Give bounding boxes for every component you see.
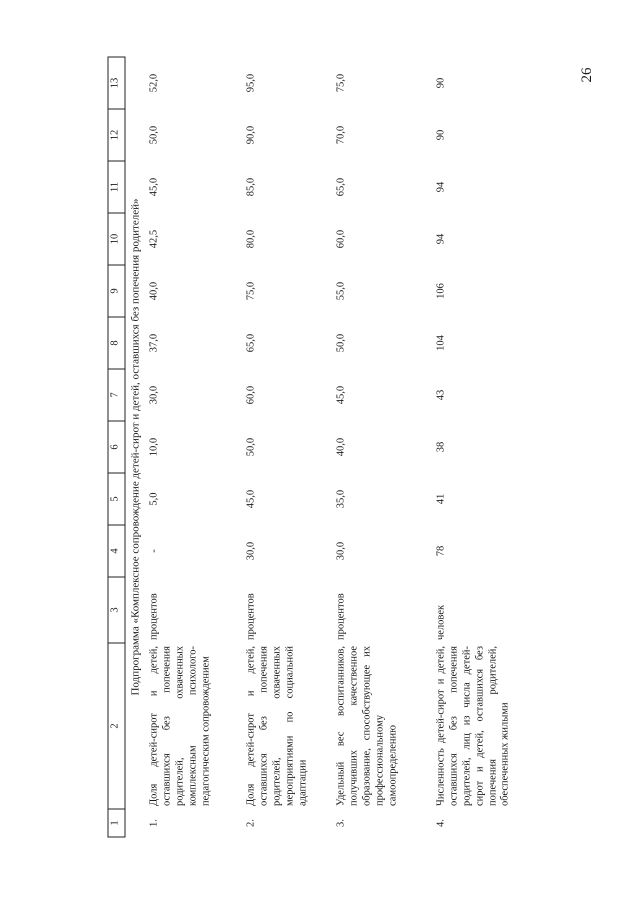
- indicator-value: 65,0: [245, 333, 257, 353]
- indicator-value: 106: [435, 283, 447, 299]
- column-number: 11: [108, 161, 125, 213]
- indicator-value: 30,0: [148, 385, 160, 405]
- indicator-value: 41: [435, 493, 447, 505]
- indicator-value: 94: [435, 181, 447, 193]
- column-number: 13: [108, 57, 125, 109]
- table-row: [244, 57, 334, 837]
- indicator-value: 50,0: [335, 333, 347, 353]
- column-number: 1: [108, 809, 125, 837]
- column-number: 4: [108, 525, 125, 577]
- indicator-name: Удельный вес воспитанников, получивших качественное образование, способствующее их профессиональному самоопределению: [335, 646, 399, 806]
- row-number: 4.: [435, 819, 447, 827]
- column-number: 3: [108, 577, 125, 643]
- indicator-unit: процентов: [148, 593, 160, 640]
- column-number: 2: [108, 643, 125, 809]
- indicator-value: 42,5: [148, 229, 160, 249]
- indicator-value: 30,0: [335, 541, 347, 561]
- column-number: 8: [108, 317, 125, 369]
- indicator-value: 90: [435, 77, 447, 89]
- indicator-value: 30,0: [245, 541, 257, 561]
- column-numbers-row: [108, 57, 125, 837]
- indicators-table: [108, 57, 515, 838]
- row-number: 1.: [148, 819, 160, 827]
- indicator-name: Доля детей-сирот и детей, оставшихся без попечения родителей, охваченных мероприятиями по социальной адаптации: [245, 646, 309, 806]
- indicator-value: 50,0: [245, 437, 257, 457]
- indicator-value: 95,0: [245, 73, 257, 93]
- indicator-value: 52,0: [148, 73, 160, 93]
- indicator-value: 80,0: [245, 229, 257, 249]
- table-row: [334, 57, 434, 837]
- indicator-value: 40,0: [148, 281, 160, 301]
- indicator-value: 37,0: [148, 333, 160, 353]
- indicator-value: 35,0: [335, 489, 347, 509]
- indicator-name: Численность детей-сирот и детей, оставшихся без попечения родителей, лиц из числа детей-сирот и детей, оставшихся без попечения родителей, обеспеченных жилыми: [435, 646, 511, 806]
- indicator-value: 50,0: [148, 125, 160, 145]
- table-row: [434, 57, 515, 837]
- indicator-value: 60,0: [335, 229, 347, 249]
- subprogram-row: [125, 57, 147, 837]
- indicator-value: 45,0: [245, 489, 257, 509]
- column-number: 5: [108, 473, 125, 525]
- indicator-value: 94: [435, 233, 447, 245]
- indicator-value: 90,0: [245, 125, 257, 145]
- indicator-value: 40,0: [335, 437, 347, 457]
- indicator-unit: процентов: [245, 593, 257, 640]
- indicator-value: 45,0: [148, 177, 160, 197]
- indicators-table-rotated: [108, 73, 511, 838]
- table-row: [147, 57, 244, 837]
- indicator-value: 5,0: [148, 492, 160, 506]
- column-number: 7: [108, 369, 125, 421]
- column-number: 9: [108, 265, 125, 317]
- indicator-value: 104: [435, 335, 447, 351]
- indicator-value: 60,0: [245, 385, 257, 405]
- row-number: 3.: [335, 819, 347, 827]
- indicator-value: 75,0: [245, 281, 257, 301]
- indicator-unit: процентов: [335, 593, 347, 640]
- indicator-unit: человек: [435, 604, 447, 640]
- indicator-name: Доля детей-сирот и детей, оставшихся без попечения родителей, охваченных комплексным психолого-педагогическим сопровождением: [148, 646, 212, 806]
- indicator-value: 70,0: [335, 125, 347, 145]
- indicator-value: 75,0: [335, 73, 347, 93]
- indicator-value: 55,0: [335, 281, 347, 301]
- row-number: 2.: [245, 819, 257, 827]
- column-number: 12: [108, 109, 125, 161]
- indicator-value: 38: [435, 441, 447, 453]
- indicator-value: 65,0: [335, 177, 347, 197]
- indicator-value: 78: [435, 545, 447, 557]
- subprogram-title: Подпрограмма «Комплексное сопровождение детей-сирот и детей, оставшихся без попечения родителей»: [129, 198, 142, 696]
- indicator-value: 90: [435, 129, 447, 141]
- indicator-value: 10,0: [148, 437, 160, 457]
- indicator-value: -: [148, 549, 160, 553]
- column-number: 6: [108, 421, 125, 473]
- indicator-value: 85,0: [245, 177, 257, 197]
- indicator-value: 45,0: [335, 385, 347, 405]
- indicator-value: 43: [435, 389, 447, 401]
- column-number: 10: [108, 213, 125, 265]
- page-number: 26: [578, 67, 595, 83]
